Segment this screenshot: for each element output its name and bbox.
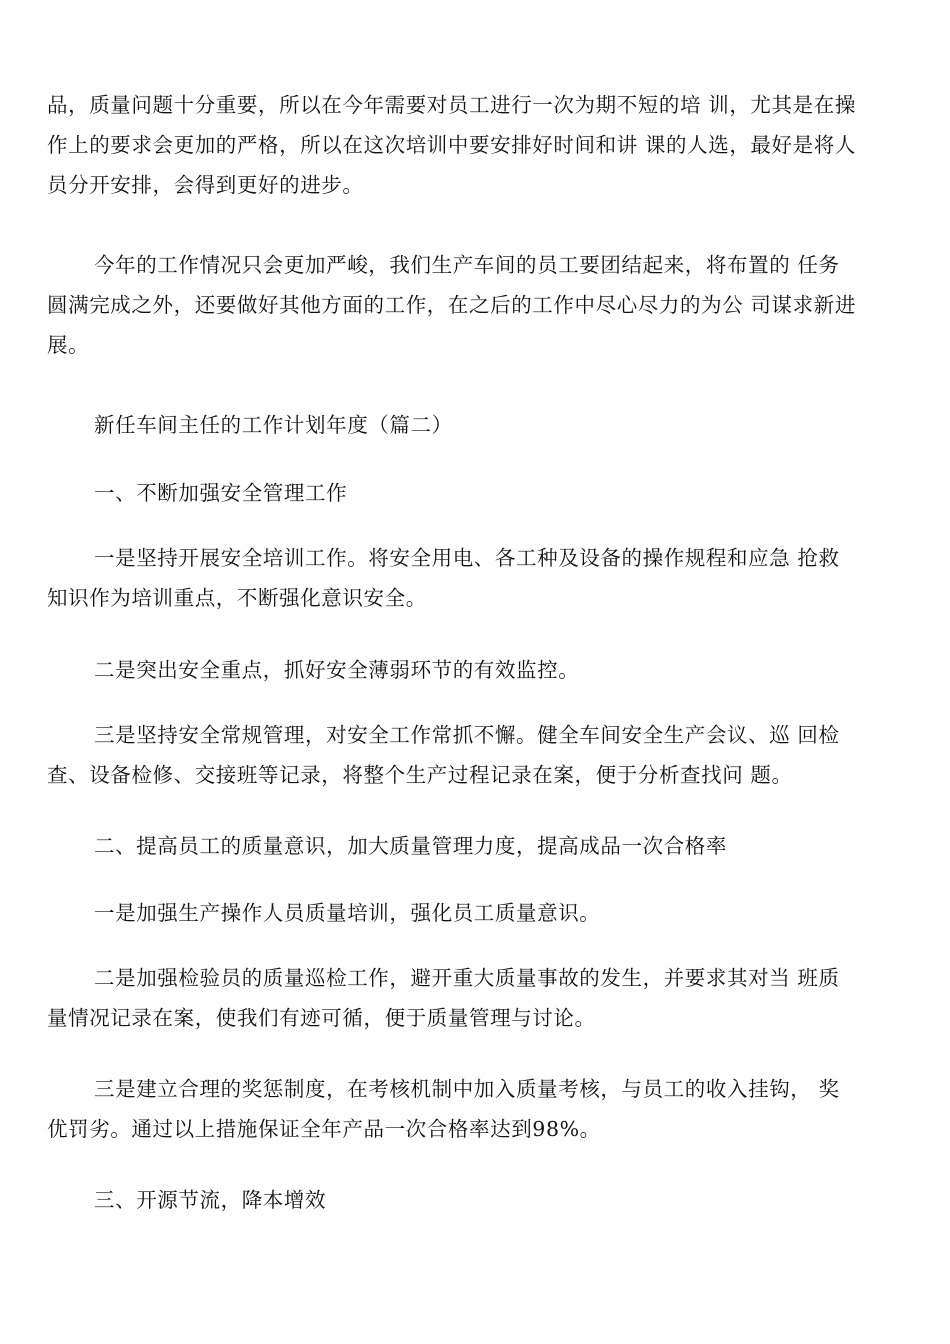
heading-line: 三、开源节流，降本增效 — [94, 1188, 327, 1212]
text-line: 知识作为培训重点，不断强化意识安全。 — [47, 586, 427, 610]
text-line: 二是加强检验员的质量巡检工作，避开重大质量事故的发生，并要求其对当 班质 — [94, 966, 840, 990]
paragraph-quality-training — [47, 85, 917, 205]
text-line: 作上的要求会更加的严格，所以在这次培训中要安排好时间和讲 课的人选，最好是将人 — [47, 133, 856, 157]
paragraph-safety-routine — [47, 715, 917, 795]
paragraph-reward-system — [47, 1069, 917, 1149]
text-line: 三是建立合理的奖惩制度，在考核机制中加入质量考核，与员工的收入挂钩， 奖 — [94, 1077, 840, 1101]
heading-quality-awareness — [47, 826, 917, 866]
paragraph-safety-training — [47, 538, 917, 618]
text-line: 查、设备检修、交接班等记录，将整个生产过程记录在案，便于分析查找问 题。 — [47, 763, 793, 787]
text-line: 二是突出安全重点，抓好安全薄弱环节的有效监控。 — [94, 658, 580, 682]
text-line: 优罚劣。通过以上措施保证全年产品一次合格率达到98%。 — [47, 1117, 601, 1141]
heading-cost-reduction — [47, 1180, 917, 1220]
text-line: 今年的工作情况只会更加严峻，我们生产车间的员工要团结起来，将布置的 任务 — [94, 253, 840, 277]
text-line: 品，质量问题十分重要，所以在今年需要对员工进行一次为期不短的培 训，尤其是在操 — [47, 93, 856, 117]
text-line: 展。 — [47, 333, 90, 357]
paragraph-safety-focus — [47, 650, 917, 690]
section-title — [47, 405, 917, 445]
text-line: 量情况记录在案，使我们有迹可循，便于质量管理与讨论。 — [47, 1006, 596, 1030]
text-line: 员分开安排，会得到更好的进步。 — [47, 173, 364, 197]
text-line: 一是加强生产操作人员质量培训，强化员工质量意识。 — [94, 901, 601, 925]
heading-line: 二、提高员工的质量意识，加大质量管理力度，提高成品一次合格率 — [94, 834, 727, 858]
text-line: 三是坚持安全常规管理，对安全工作常抓不懈。健全车间安全生产会议、巡 回检 — [94, 723, 840, 747]
text-line: 一是坚持开展安全培训工作。将安全用电、各工种及设备的操作规程和应急 抢救 — [94, 546, 840, 570]
text-line: 圆满完成之外，还要做好其他方面的工作，在之后的工作中尽心尽力的为公 司谋求新进 — [47, 293, 856, 317]
heading-safety-management — [47, 473, 917, 513]
paragraph-quality-training — [47, 893, 917, 933]
paragraph-work-situation — [47, 245, 917, 365]
heading-line: 一、不断加强安全管理工作 — [94, 481, 348, 505]
title-line: 新任车间主任的工作计划年度（篇二） — [94, 413, 453, 437]
paragraph-quality-inspection — [47, 958, 917, 1038]
